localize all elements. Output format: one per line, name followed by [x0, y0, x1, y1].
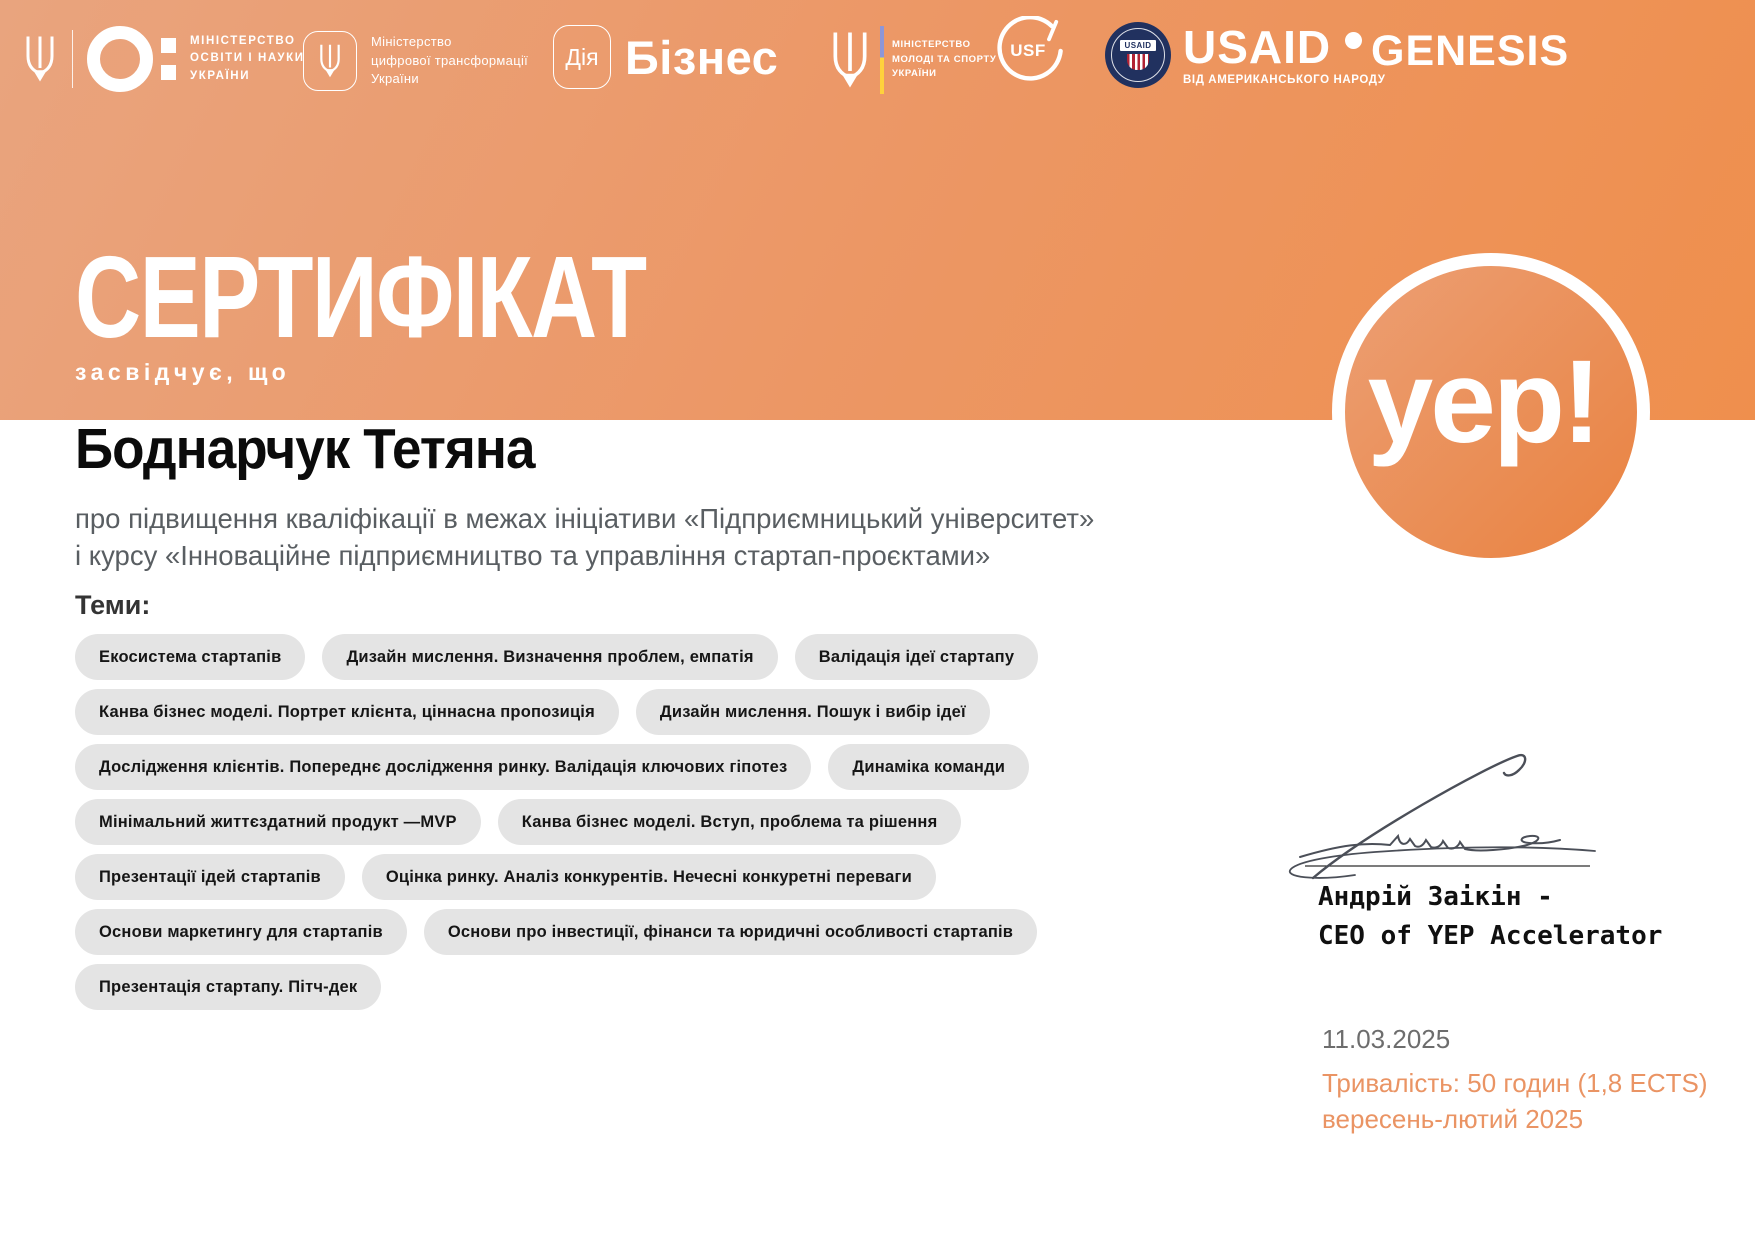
- topics-grid: [75, 634, 1135, 1019]
- topic-row: [75, 964, 1135, 1010]
- logo-ministry-youth-sport: [828, 20, 996, 100]
- title-block: [75, 232, 797, 386]
- topic-chip: Канва бізнес моделі. Портрет клієнта, ціннасна пропозиція: [75, 689, 619, 735]
- topic-row: [75, 909, 1135, 955]
- trident-badge-icon: [303, 31, 357, 91]
- mon-emblem-icon: [87, 26, 176, 92]
- usaid-subtitle: ВІД АМЕРИКАНСЬКОГО НАРОДУ: [1183, 74, 1386, 86]
- topic-chip: Екосистема стартапів: [75, 634, 305, 680]
- course-period: вересень-лютий 2025: [1322, 1103, 1584, 1134]
- description-line-2: і курсу «Інноваційне підприємництво та управління стартап-проєктами»: [75, 540, 991, 572]
- diia-badge-icon: Дія: [553, 25, 611, 89]
- topic-row: [75, 744, 1135, 790]
- flag-bar-icon: [880, 26, 884, 94]
- genesis-dot-icon: [1345, 32, 1362, 49]
- topic-chip: Основи про інвестиції, фінанси та юридичні особливості стартапів: [424, 909, 1037, 955]
- recipient-name: Боднарчук Тетяна: [75, 417, 535, 481]
- logo-ministry-digital: [303, 22, 528, 100]
- ministry-digital-label: Міністерство цифрової трансформації України: [371, 33, 529, 87]
- certificate-title: СЕРТИФІКАТ: [75, 232, 646, 362]
- meta-block: [1322, 1022, 1707, 1138]
- logo-usf: [995, 16, 1065, 86]
- course-description: [75, 500, 1094, 575]
- topic-chip: Канва бізнес моделі. Вступ, проблема та рішення: [498, 799, 962, 845]
- divider: [72, 30, 73, 88]
- topic-chip: Дослідження клієнтів. Попереднє дослідження ринку. Валідація ключових гіпотез: [75, 744, 811, 790]
- topic-chip: Валідація ідеї стартапу: [795, 634, 1039, 680]
- genesis-label: GENESIS: [1371, 27, 1570, 75]
- trident-icon: [828, 27, 872, 93]
- topic-chip: Оцінка ринку. Аналіз конкурентів. Нечесні конкуретні переваги: [362, 854, 936, 900]
- yep-logo-text: yep!: [1367, 336, 1599, 468]
- diia-business-label: Бізнес: [625, 30, 779, 84]
- topic-chip: Динаміка команди: [828, 744, 1029, 790]
- usf-ring-icon: [995, 16, 1065, 86]
- trident-icon: [22, 28, 58, 90]
- signer-block: [1318, 878, 1662, 956]
- ministry-education-label: МІНІСТЕРСТВО ОСВІТИ І НАУКИ УКРАЇНИ: [190, 35, 305, 82]
- signer-name: Андрій Заікін -: [1318, 882, 1553, 912]
- topic-chip: Мінімальний життєздатний продукт —MVP: [75, 799, 481, 845]
- topic-row: [75, 799, 1135, 845]
- topic-chip: Дизайн мислення. Пошук і вибір ідеї: [636, 689, 990, 735]
- description-line-1: про підвищення кваліфікації в межах ініціативи «Підприємницький університет»: [75, 503, 1095, 534]
- topic-row: [75, 634, 1135, 680]
- signer-title: CEO of YEP Accelerator: [1318, 921, 1663, 951]
- course-duration: Тривалість: 50 годин (1,8 ECTS): [1322, 1067, 1708, 1098]
- usaid-seal-icon: USAID: [1105, 22, 1171, 88]
- topic-row: [75, 689, 1135, 735]
- topic-chip: Дизайн мислення. Визначення проблем, емпатія: [322, 634, 777, 680]
- topics-heading: Теми:: [75, 590, 151, 620]
- yep-logo: [1332, 253, 1650, 571]
- topic-chip: Основи маркетингу для стартапів: [75, 909, 407, 955]
- logo-genesis: [1345, 27, 1570, 75]
- logo-usaid: [1105, 22, 1385, 88]
- topic-row: [75, 854, 1135, 900]
- topic-chip: Презентація стартапу. Пітч-дек: [75, 964, 381, 1010]
- usaid-label: USAID: [1183, 21, 1332, 73]
- certificate-subtitle: засвідчує, що: [75, 359, 291, 386]
- topic-chip: Презентації ідей стартапів: [75, 854, 345, 900]
- signature: [1255, 742, 1615, 882]
- usf-label: USF: [1010, 41, 1046, 60]
- logo-ministry-education: [22, 16, 305, 102]
- logo-diia-business: [553, 24, 778, 90]
- ministry-youth-label: МІНІСТЕРСТВО МОЛОДІ ТА СПОРТУ УКРАЇНИ: [892, 38, 997, 80]
- issue-date: 11.03.2025: [1322, 1024, 1451, 1054]
